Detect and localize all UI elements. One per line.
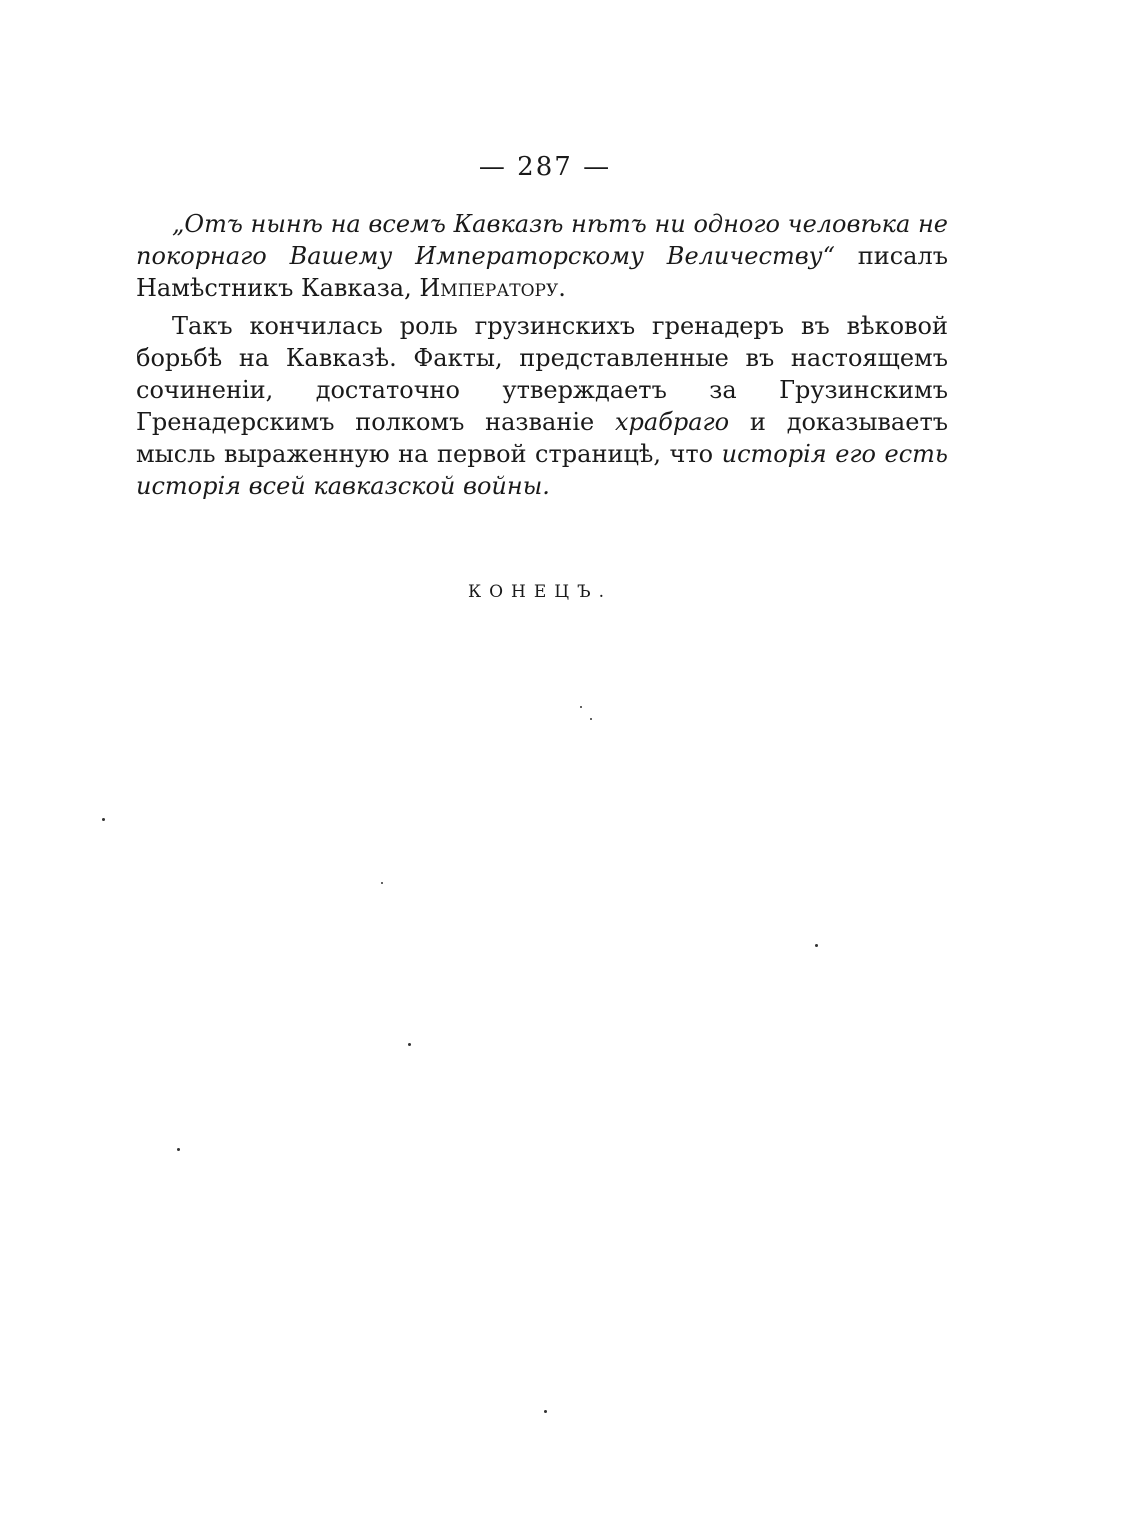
- scan-speck: [177, 1148, 180, 1151]
- end-mark: КОНЕЦЪ.: [467, 582, 613, 602]
- scan-speck: [590, 718, 592, 720]
- conclusion-emphasis-1: храбраго: [615, 408, 730, 436]
- scan-speck: [815, 944, 818, 947]
- quote-attribution: писалъ Намѣстникъ Кавказа,: [136, 242, 948, 302]
- body-text: [136, 208, 948, 502]
- scan-speck: [580, 706, 582, 708]
- scan-speck: [544, 1410, 547, 1413]
- quote-text: „Отъ нынѣ на всемъ Кавказѣ нѣтъ ни одного человѣка не покорнаго Вашему Императорскому Величеству“: [136, 210, 948, 270]
- page-number: — 287 —: [478, 152, 612, 182]
- paragraph-quote: [136, 208, 948, 304]
- quote-recipient: Императору.: [419, 274, 566, 302]
- conclusion-text-2: и доказываетъ мысль выраженную на первой страницѣ, что: [136, 408, 948, 468]
- scan-speck: [102, 818, 105, 821]
- paragraph-conclusion: [136, 310, 948, 502]
- scan-speck: [381, 882, 383, 884]
- conclusion-text-1: Такъ кончилась роль грузинскихъ гренадеръ въ вѣковой борьбѣ на Кавказѣ. Факты, представленные въ настоящемъ сочиненіи, достаточно утверждаетъ за Грузинскимъ Гренадерскимъ полкомъ названіе: [136, 312, 948, 436]
- scan-speck: [408, 1043, 411, 1046]
- conclusion-emphasis-2: исторія его есть исторія всей кавказской войны.: [136, 440, 948, 500]
